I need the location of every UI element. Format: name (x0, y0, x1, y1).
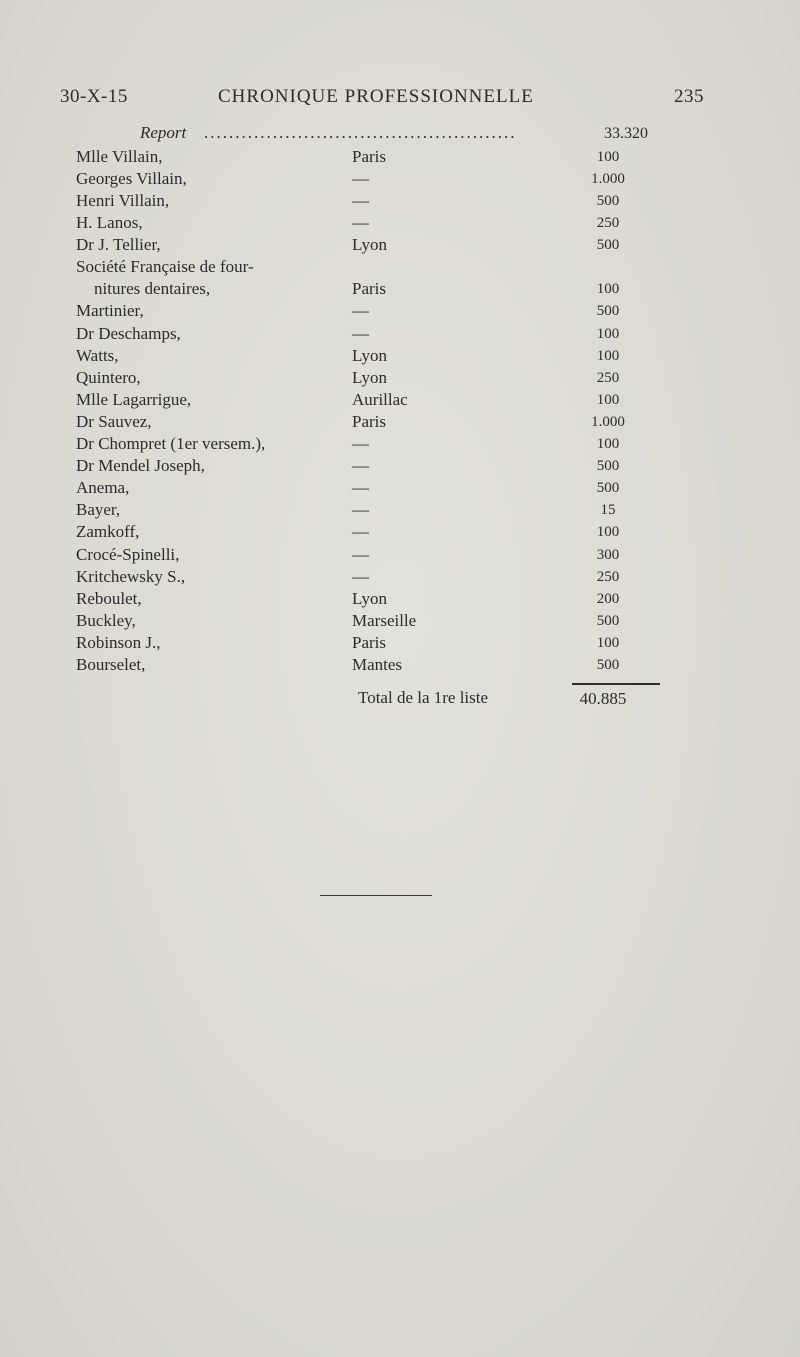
contribution-amount: 500 (596, 612, 620, 629)
contributor-city: — (352, 434, 369, 454)
list-item (76, 212, 656, 234)
contribution-amount: 100 (596, 325, 620, 342)
contributor-name: Quintero, (76, 367, 141, 387)
contribution-amount: 200 (596, 590, 620, 607)
contribution-amount: 500 (596, 237, 620, 254)
section-title: CHRONIQUE PROFESSIONNELLE (218, 86, 534, 107)
contributor-name: Société Française de four- (76, 257, 254, 277)
contributor-city: — (352, 544, 369, 564)
contribution-amount: 500 (596, 480, 620, 497)
contributor-name: Dr Sauvez, (76, 411, 152, 431)
list-item (76, 521, 656, 543)
leader-dots: .................................................. (204, 123, 517, 142)
contributor-name: Reboulet, (76, 588, 142, 608)
contributor-name: Georges Villain, (76, 169, 187, 189)
contributor-name: Kritchewsky S., (76, 566, 186, 586)
contribution-amount: 100 (596, 391, 620, 408)
contributor-name: Buckley, (76, 610, 136, 630)
contribution-amount: 100 (596, 347, 620, 364)
list-item (76, 234, 656, 256)
list-item (76, 499, 656, 521)
list-item (76, 632, 656, 654)
list-item (76, 300, 656, 322)
contribution-amount: 300 (596, 546, 620, 563)
contributor-name: Dr Deschamps, (76, 323, 181, 343)
contribution-amount: 250 (596, 369, 620, 386)
contributor-city: — (352, 566, 369, 586)
list-item (76, 588, 656, 610)
contributor-city: Paris (352, 147, 386, 166)
list-item (76, 323, 656, 345)
contributor-city: — (352, 169, 369, 189)
contribution-amount: 500 (596, 656, 620, 673)
total-label: Total de la 1re liste (358, 688, 489, 707)
page-number: 235 (674, 86, 704, 107)
contributor-city: Lyon (352, 588, 387, 608)
list-item (76, 544, 656, 566)
contributor-city: Marseille (352, 610, 417, 630)
contributor-name: Mlle Villain, (76, 147, 163, 166)
total-row (76, 688, 656, 712)
report-label: Report (140, 123, 187, 142)
list-item (76, 411, 656, 433)
list-item (76, 455, 656, 477)
contributor-name: Bayer, (76, 500, 121, 520)
contribution-amount: 1.000 (591, 413, 625, 430)
list-item (76, 433, 656, 455)
list-item (76, 367, 656, 389)
contribution-amount: 250 (596, 568, 620, 585)
contributor-name: Bourselet, (76, 654, 146, 674)
list-item (76, 190, 656, 212)
list-item (76, 477, 656, 499)
contribution-amount: 15 (600, 502, 616, 519)
contributor-name: Mlle Lagarrigue, (76, 389, 192, 409)
contributor-city: — (352, 456, 369, 476)
contributor-city: Lyon (352, 367, 387, 387)
contributor-city: — (352, 323, 369, 343)
list-item (76, 146, 656, 168)
contributor-city: Paris (352, 279, 386, 299)
list-item (76, 610, 656, 632)
contributor-city: — (352, 301, 369, 321)
issue-date: 30-X-15 (60, 86, 128, 107)
contributor-city: Paris (352, 411, 386, 431)
list-item (76, 345, 656, 367)
running-head (60, 86, 710, 112)
contributor-city: — (352, 522, 369, 542)
contributor-city: Mantes (352, 654, 403, 674)
contribution-amount: 100 (596, 634, 620, 651)
contributor-city: Lyon (352, 235, 387, 255)
contribution-amount: 100 (596, 436, 620, 453)
contribution-amount: 100 (596, 524, 620, 541)
list-item (76, 389, 656, 411)
contributor-name: Dr J. Tellier, (76, 235, 161, 255)
contributor-name: Martinier, (76, 301, 144, 321)
contributor-name: Dr Mendel Joseph, (76, 456, 205, 476)
contributor-city: — (352, 500, 369, 520)
contribution-amount: 500 (596, 193, 620, 210)
contributor-name: Dr Chompret (1er versem.), (76, 434, 266, 454)
contributor-city: — (352, 191, 369, 211)
contributor-name: Henri Villain, (76, 191, 170, 211)
contribution-amount: 100 (596, 149, 620, 165)
contribution-amount: 100 (596, 281, 620, 298)
contribution-amount: 500 (596, 458, 620, 475)
total-value: 40.885 (579, 689, 627, 708)
list-item (76, 168, 656, 190)
contributor-city: Lyon (352, 345, 387, 365)
contributor-name: H. Lanos, (76, 213, 143, 233)
contributor-city: Aurillac (352, 389, 408, 409)
contributor-city: Paris (352, 632, 386, 652)
contributor-name: Robinson J., (76, 632, 161, 652)
section-end-rule (320, 895, 432, 896)
report-value: 33.320 (604, 125, 648, 142)
contributor-name-continued: nitures dentaires, (94, 279, 211, 299)
contributor-name: Crocé-Spinelli, (76, 544, 180, 564)
report-row (76, 123, 656, 145)
contribution-amount: 1.000 (591, 171, 625, 188)
list-item (76, 654, 656, 676)
contributor-name: Zamkoff, (76, 522, 140, 542)
contributor-city: — (352, 213, 369, 233)
contribution-amount: 250 (596, 215, 620, 232)
total-rule (572, 683, 660, 685)
list-item (76, 256, 656, 300)
contribution-amount: 500 (596, 303, 620, 320)
subscription-list (76, 146, 656, 676)
contributor-city: — (352, 478, 369, 498)
contributor-name: Watts, (76, 345, 119, 365)
contributor-name: Anema, (76, 478, 130, 498)
list-item (76, 566, 656, 588)
